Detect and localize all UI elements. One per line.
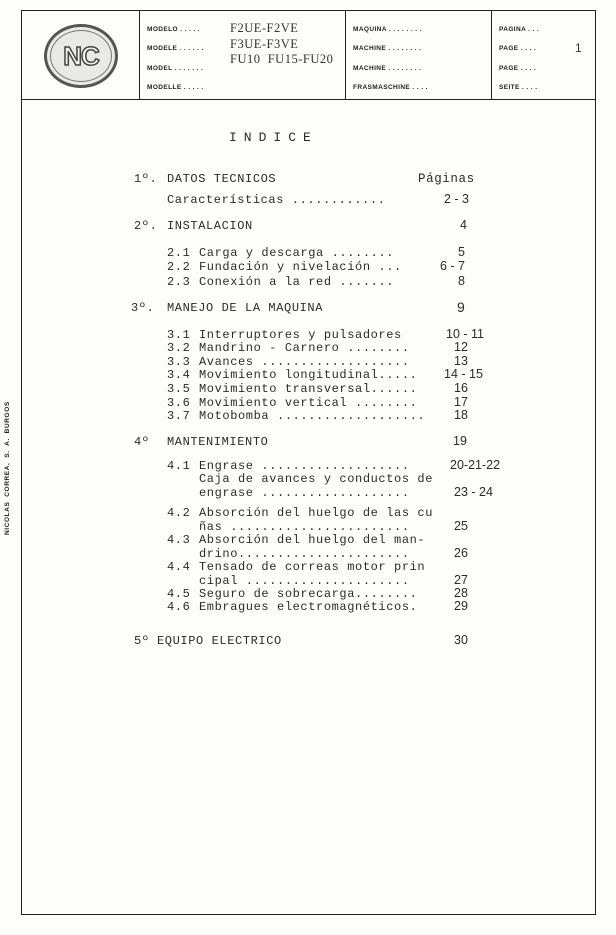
item-pages: 14 - 15	[444, 367, 483, 381]
page-label: PAGE . . . .	[499, 65, 537, 72]
item-text: Conexión a la red .......	[199, 275, 395, 289]
item-text: Engrase ...................	[199, 459, 410, 473]
item-number: 4.1	[167, 459, 191, 473]
section-title: DATOS TECNICOS	[167, 172, 277, 186]
item-text: Interruptores y pulsadores	[199, 328, 402, 342]
item-text: Embragues electromagnéticos.	[199, 600, 418, 614]
item-text: cipal .....................	[199, 574, 410, 588]
model-label: MODELLE . . . . .	[147, 84, 204, 91]
item-text: drino......................	[199, 547, 410, 561]
item-text: engrase ...................	[199, 486, 410, 500]
section-pages: 4	[460, 218, 467, 232]
header-divider	[139, 10, 140, 100]
nc-emblem-icon: NC	[50, 30, 112, 82]
item-number: 4.2	[167, 506, 191, 520]
item-number: 4.6	[167, 600, 191, 614]
item-number: 4.4	[167, 560, 191, 574]
item-pages: 29	[454, 599, 468, 613]
item-number: 3.5	[167, 382, 191, 396]
item-text: Mandrino - Carnero ........	[199, 341, 410, 355]
section-number: 4º	[134, 435, 150, 449]
item-number: 3.3	[167, 355, 191, 369]
model-value: F2UE-F2VE	[230, 21, 299, 35]
section-number: 1º.	[134, 172, 158, 186]
section-number: 5º	[134, 634, 150, 648]
item-pages: 5	[458, 245, 465, 259]
item-number: 3.4	[167, 368, 191, 382]
item-pages: 23 - 24	[454, 485, 493, 499]
item-text: Caja de avances y conductos de	[199, 472, 434, 486]
page-label: PAGE . . . .	[499, 45, 537, 52]
header-divider	[491, 10, 492, 100]
section-pages: 19	[453, 434, 467, 448]
item-pages: 27	[454, 573, 468, 587]
section-title: EQUIPO ELECTRICO	[157, 634, 282, 648]
model-label: MODELO . . . . .	[147, 26, 200, 33]
item-pages: 6 - 7	[440, 259, 466, 273]
item-text: Avances ...................	[199, 355, 410, 369]
pages-heading: Páginas	[418, 172, 475, 186]
model-value: FU10 FU15-FU20	[230, 52, 334, 66]
machine-label: FRASMASCHINE . . . .	[353, 84, 428, 91]
item-number: 4.3	[167, 533, 191, 547]
item-number: 3.1	[167, 328, 191, 342]
item-text: Absorción del huelgo del man-	[199, 533, 426, 547]
company-logo	[44, 24, 118, 88]
page-label: SEITE . . . .	[499, 84, 538, 91]
model-label: MODELE . . . . . .	[147, 45, 204, 52]
section-number: 2º.	[134, 219, 158, 233]
machine-label: MACHINE . . . . . . . .	[353, 65, 422, 72]
item-text: Carga y descarga ........	[199, 246, 395, 260]
section-title: MANTENIMIENTO	[167, 435, 269, 449]
item-text: ñas .......................	[199, 520, 410, 534]
section-number: 3º.	[131, 301, 155, 315]
machine-label: MACHINE . . . . . . . .	[353, 45, 422, 52]
section-pages: 30	[454, 633, 468, 647]
item-number: 3.6	[167, 396, 191, 410]
machine-label: MAQUINA . . . . . . . .	[353, 26, 422, 33]
item-text: Fundación y nivelación ...	[199, 260, 402, 274]
section-title: MANEJO DE LA MAQUINA	[167, 301, 324, 315]
item-pages: 18	[454, 408, 468, 422]
item-text: Movimiento transversal......	[199, 382, 418, 396]
page-label: PAGINA . . .	[499, 26, 540, 33]
model-value: F3UE-F3VE	[230, 37, 299, 51]
item-text: Seguro de sobrecarga........	[199, 587, 418, 601]
section-title: INSTALACION	[167, 219, 253, 233]
item-text: Movimiento vertical ........	[199, 396, 418, 410]
item-pages: 16	[454, 381, 468, 395]
item-pages: 13	[454, 354, 468, 368]
item-pages: 20-21-22	[450, 458, 501, 472]
section-pages: 9	[457, 299, 465, 315]
item-number: 2.3	[167, 275, 191, 289]
company-imprint: NICOLAS CORREA, S. A. BURGOS	[4, 401, 11, 535]
item-pages: 17	[454, 395, 468, 409]
header-divider	[345, 10, 346, 100]
item-pages: 25	[454, 519, 468, 533]
item-text: Tensado de correas motor prin	[199, 560, 426, 574]
item-pages: 8	[458, 274, 465, 288]
item-pages: 26	[454, 546, 468, 560]
item-number: 3.2	[167, 341, 191, 355]
item-number: 4.5	[167, 587, 191, 601]
item-text: Características ............	[167, 193, 386, 207]
item-pages: 12	[454, 340, 468, 354]
page-number: 1	[575, 41, 582, 55]
item-text: Motobomba ...................	[199, 409, 426, 423]
item-number: 2.1	[167, 246, 191, 260]
item-pages: 10 - 11	[446, 327, 484, 341]
item-number: 2.2	[167, 260, 191, 274]
item-text: Absorción del huelgo de las cu	[199, 506, 434, 520]
item-pages: 2 - 3	[444, 192, 470, 206]
item-text: Movimiento longitudinal.....	[199, 368, 418, 382]
item-number: 3.7	[167, 409, 191, 423]
index-title: INDICE	[229, 130, 318, 145]
item-pages: 28	[454, 586, 468, 600]
model-label: MODEL . . . . . . .	[147, 65, 204, 72]
